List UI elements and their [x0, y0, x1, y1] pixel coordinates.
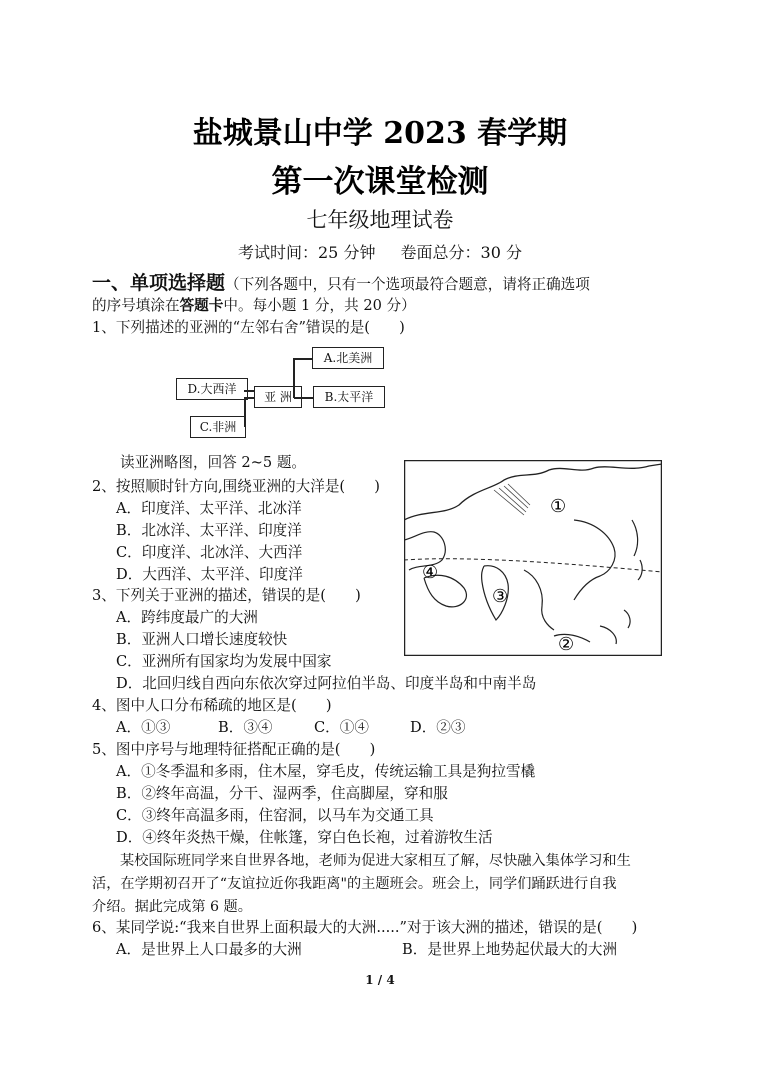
exam-title-line2: 第一次课堂检测	[271, 164, 489, 200]
q6-option: A．是世界上人口最多的大洲	[116, 941, 302, 958]
asia-map	[404, 460, 662, 656]
answer-card-text: 答题卡	[179, 297, 224, 314]
q5-option: B．②终年高温，分干、湿两季，住高脚屋，穿和服	[116, 785, 448, 802]
section-heading-line	[92, 273, 590, 295]
exam-meta	[0, 240, 760, 263]
diagram-connector	[294, 397, 314, 399]
q2-option: B．北冰洋、太平洋、印度洋	[116, 522, 302, 539]
diagram-connector	[244, 390, 255, 392]
passage-line: 介绍。据此完成第 6 题。	[92, 899, 252, 915]
q3-option: A．跨纬度最广的大洲	[116, 609, 258, 626]
diagram-connector	[244, 397, 246, 427]
read-map-instruction: 读亚洲略图，回答 2~5 题。	[120, 454, 307, 471]
page-number: 1 / 4	[365, 973, 395, 987]
q2-option: A．印度洋、太平洋、北冰洋	[116, 500, 302, 517]
exam-subtitle: 七年级地理试卷	[306, 208, 454, 232]
q3-option: C．亚洲所有国家均为发展中国家	[116, 653, 332, 670]
section-instruction-3: 中。每小题 1 分，共 20 分）	[223, 297, 416, 314]
diagram-box-c: C.非洲	[190, 416, 246, 438]
q4-option: B．③④	[218, 719, 273, 736]
q4-option: C．①④	[314, 719, 369, 736]
map-label-1: ①	[550, 496, 567, 517]
q6-option: B．是世界上地势起伏最大的大洲	[402, 941, 618, 958]
q1-stem: 1、下列描述的亚洲的“左邻右舍”错误的是( )	[92, 319, 405, 336]
q2-option: C．印度洋、北冰洋、大西洋	[116, 544, 303, 561]
q3-option: B．亚洲人口增长速度较快	[116, 631, 288, 648]
q2-stem: 2、按照顺时针方向,围绕亚洲的大洋是( )	[92, 478, 381, 495]
diagram-connector	[244, 397, 255, 399]
map-label-3: ③	[492, 586, 509, 607]
q4-options-row	[116, 718, 465, 738]
exam-title-line1: 盐城景山中学 2023 春学期	[192, 116, 568, 151]
q6-stem: 6、某同学说:“我来自世界上面积最大的大洲.....”对于该大洲的描述，错误的是( )	[92, 919, 638, 936]
q6-options-row	[116, 940, 617, 960]
section-heading: 一、单项选择题	[92, 272, 226, 294]
q5-option: D．④终年炎热干燥，住帐篷，穿白色长袍，过着游牧生活	[116, 829, 493, 846]
q3-stem: 3、下列关于亚洲的描述，错误的是( )	[92, 587, 361, 604]
map-label-2: ②	[558, 634, 575, 655]
section-instruction-1: （下列各题中，只有一个选项最符合题意，请将正确选项	[225, 276, 590, 293]
section-instruction-2: 的序号填涂在	[92, 297, 180, 314]
section-instruction-line2	[92, 296, 416, 316]
q4-option: A．①③	[116, 719, 171, 736]
diagram-box-d: D.大西洋	[176, 378, 248, 400]
passage-line: 某校国际班同学来自世界各地，老师为促进大家相互了解，尽快融入集体学习和生	[120, 853, 631, 869]
diagram-box-b: B.太平洋	[313, 386, 385, 408]
diagram-box-a: A.北美洲	[312, 347, 384, 369]
q4-option: D．②③	[410, 719, 466, 736]
diagram-connector	[293, 358, 313, 360]
passage-line: 活，在学期初召开了“友谊拉近你我距离"的主题班会。班会上，同学们踊跃进行自我	[92, 876, 617, 892]
exam-time: 考试时间：25 分钟	[238, 243, 376, 262]
q5-option: A．①冬季温和多雨，住木屋，穿毛皮，传统运输工具是狗拉雪橇	[116, 763, 536, 780]
diagram-box-center: 亚 洲	[254, 386, 302, 408]
q5-option: C．③终年高温多雨，住窑洞，以马车为交通工具	[116, 807, 434, 824]
diagram-connector	[293, 358, 295, 398]
q3-option: D．北回归线自西向东依次穿过阿拉伯半岛、印度半岛和中南半岛	[116, 675, 537, 692]
total-score: 卷面总分：30 分	[400, 243, 522, 262]
q4-stem: 4、图中人口分布稀疏的地区是( )	[92, 697, 332, 714]
map-label-4: ④	[422, 562, 439, 583]
q2-option: D．大西洋、太平洋、印度洋	[116, 566, 303, 583]
q5-stem: 5、图中序号与地理特征搭配正确的是( )	[92, 741, 376, 758]
